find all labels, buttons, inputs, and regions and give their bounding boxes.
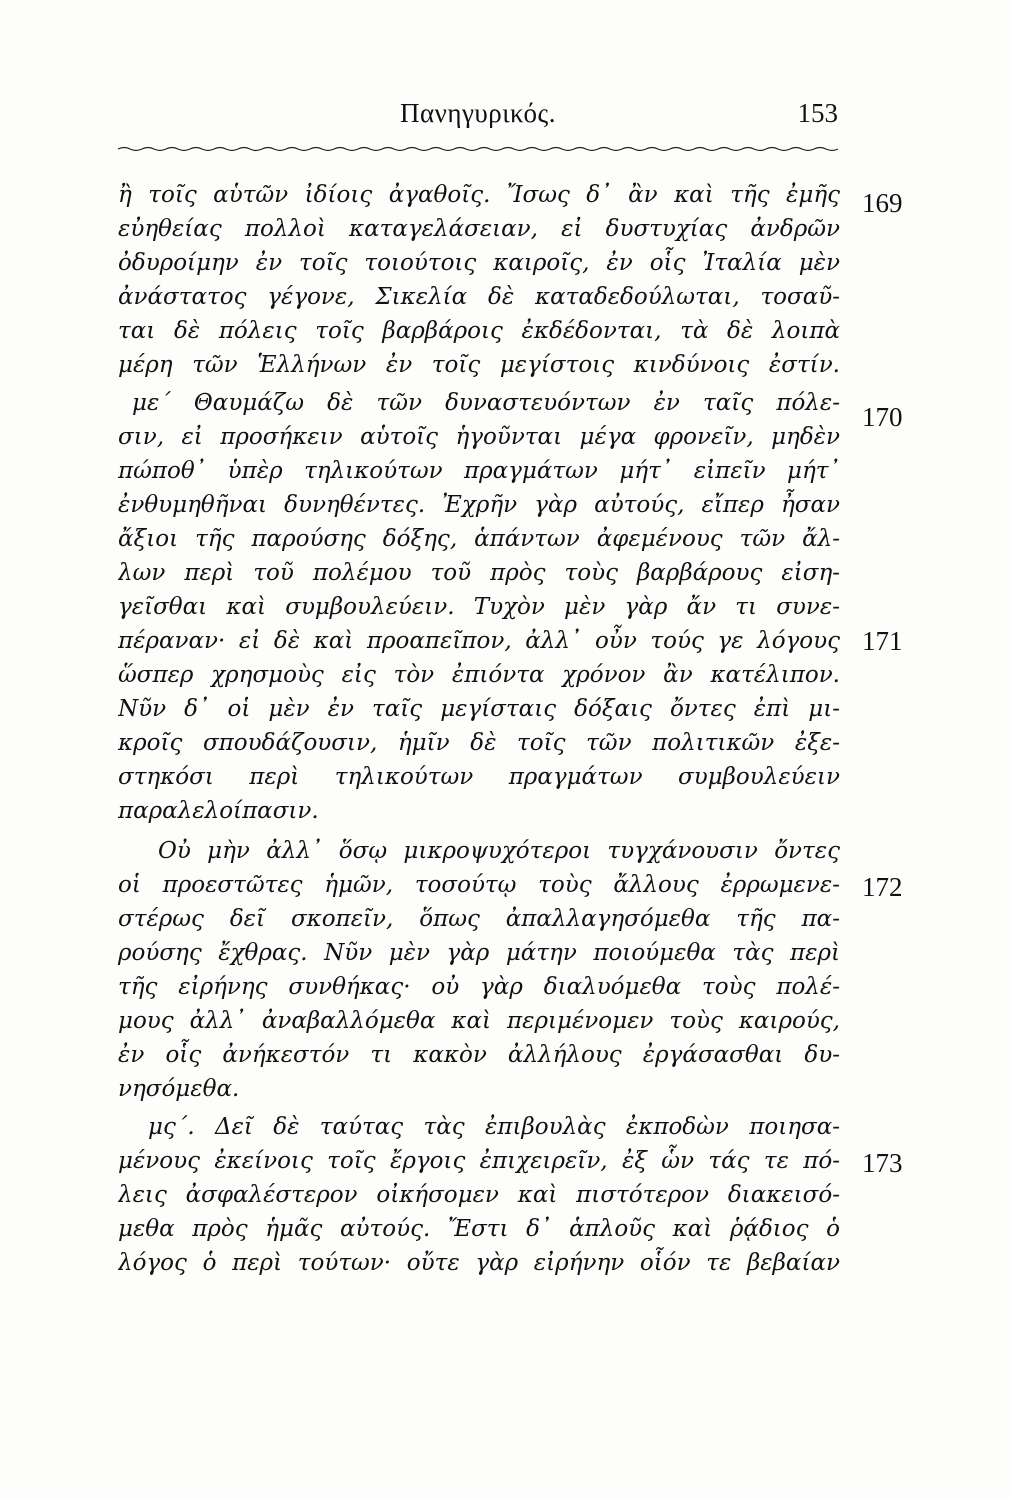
text-line: λόγος ὁ περὶ τούτων· οὔτε γὰρ εἰρήνην οἷόν τε βεβαίαν xyxy=(118,1250,840,1276)
text-line: λεις ἀσφαλέστερον οἰκήσομεν καὶ πιστότερον διακεισό- xyxy=(118,1182,840,1208)
text-line: με´ Θαυμάζω δὲ τῶν δυναστευόντων ἐν ταῖς πόλε- xyxy=(132,390,840,416)
text-line: Νῦν δ᾽ οἱ μὲν ἐν ταῖς μεγίσταις δόξαις ὄντες ἐπὶ μι- xyxy=(118,696,840,722)
text-line: παραλελοίπασιν. xyxy=(118,798,319,824)
text-line: μς´. Δεῖ δὲ ταύτας τὰς ἐπιβουλὰς ἐκποδὼν ποιησα- xyxy=(148,1114,840,1140)
section-number: 171 xyxy=(862,626,903,656)
text-line: στηκόσι περὶ τηλικούτων πραγμάτων συμβουλεύειν xyxy=(118,764,840,790)
page-number: 153 xyxy=(797,98,838,128)
text-line: μέρη τῶν Ἑλλήνων ἐν τοῖς μεγίστοις κινδύνοις ἐστίν. xyxy=(118,352,840,378)
text-line: πέραναν· εἰ δὲ καὶ προαπεῖπον, ἀλλ᾽ οὖν τούς γε λόγους xyxy=(118,628,840,654)
text-line: πώποθ᾽ ὑπὲρ τηλικούτων πραγμάτων μήτ᾽ εἰπεῖν μήτ᾽ xyxy=(118,458,840,484)
text-line: λων περὶ τοῦ πολέμου τοῦ πρὸς τοὺς βαρβάρους εἰση- xyxy=(118,560,840,586)
text-line: τῆς εἰρήνης συνθήκας· οὐ γὰρ διαλυόμεθα τοὺς πολέ- xyxy=(118,974,840,1000)
text-line: στέρως δεῖ σκοπεῖν, ὅπως ἀπαλλαγησόμεθα τῆς πα- xyxy=(118,906,840,932)
text-line: μένους ἐκείνοις τοῖς ἔργοις ἐπιχειρεῖν, ἐξ ὧν τάς τε πό- xyxy=(118,1148,840,1174)
section-number: 172 xyxy=(862,872,903,902)
text-line: οἱ προεστῶτες ἡμῶν, τοσούτῳ τοὺς ἄλλους ἐρρωμενε- xyxy=(118,872,840,898)
text-line: μους ἀλλ᾽ ἀναβαλλόμεθα καὶ περιμένομεν τοὺς καιρούς, xyxy=(118,1008,840,1034)
text-line: κροῖς σπουδάζουσιν, ἡμῖν δὲ τοῖς τῶν πολιτικῶν ἐξε- xyxy=(118,730,840,756)
text-line: σιν, εἰ προσήκειν αὑτοῖς ἡγοῦνται μέγα φρονεῖν, μηδὲν xyxy=(118,424,840,450)
text-line: γεῖσθαι καὶ συμβουλεύειν. Τυχὸν μὲν γὰρ ἄν τι συνε- xyxy=(118,594,840,620)
running-title: Πανηγυρικός. xyxy=(400,98,556,128)
text-line: εὐηθείας πολλοὶ καταγελάσειαν, εἰ δυστυχίας ἀνδρῶν xyxy=(118,216,840,242)
head-rule xyxy=(118,146,838,152)
text-line: νησόμεθα. xyxy=(118,1076,240,1102)
text-line: Οὐ μὴν ἀλλ᾽ ὅσῳ μικροψυχότεροι τυγχάνουσιν ὄντες xyxy=(158,838,840,864)
section-number: 170 xyxy=(862,402,903,432)
text-line: ἀνάστατος γέγονε, Σικελία δὲ καταδεδούλωται, τοσαῦ- xyxy=(118,284,840,310)
text-line: ἄξιοι τῆς παρούσης δόξης, ἁπάντων ἀφεμένους τῶν ἄλ- xyxy=(118,526,840,552)
text-line: μεθα πρὸς ἡμᾶς αὐτούς. Ἔστι δ᾽ ἁπλοῦς καὶ ῥᾴδιος ὁ xyxy=(118,1216,840,1242)
text-line: ρούσης ἔχθρας. Νῦν μὲν γὰρ μάτην ποιούμεθα τὰς περὶ xyxy=(118,940,840,966)
text-line: ὥσπερ χρησμοὺς εἰς τὸν ἐπιόντα χρόνον ἂν κατέλιπον. xyxy=(118,662,840,688)
wavy-rule-line xyxy=(118,148,838,151)
running-head xyxy=(118,94,838,134)
text-line: ὀδυροίμην ἐν τοῖς τοιούτοις καιροῖς, ἐν οἷς Ἰταλία μὲν xyxy=(118,250,840,276)
text-line: ἐνθυμηθῆναι δυνηθέντες. Ἐχρῆν γὰρ αὐτούς, εἴπερ ἦσαν xyxy=(118,492,840,518)
section-number: 169 xyxy=(862,188,903,218)
text-line: ται δὲ πόλεις τοῖς βαρβάροις ἐκδέδονται, τὰ δὲ λοιπὰ xyxy=(118,318,840,344)
text-line: ἢ τοῖς αὑτῶν ἰδίοις ἀγαθοῖς. Ἴσως δ᾽ ἂν καὶ τῆς ἐμῆς xyxy=(118,182,840,208)
text-line: ἐν οἷς ἀνήκεστόν τι κακὸν ἀλλήλους ἐργάσασθαι δυ- xyxy=(118,1042,840,1068)
section-number: 173 xyxy=(862,1148,903,1178)
